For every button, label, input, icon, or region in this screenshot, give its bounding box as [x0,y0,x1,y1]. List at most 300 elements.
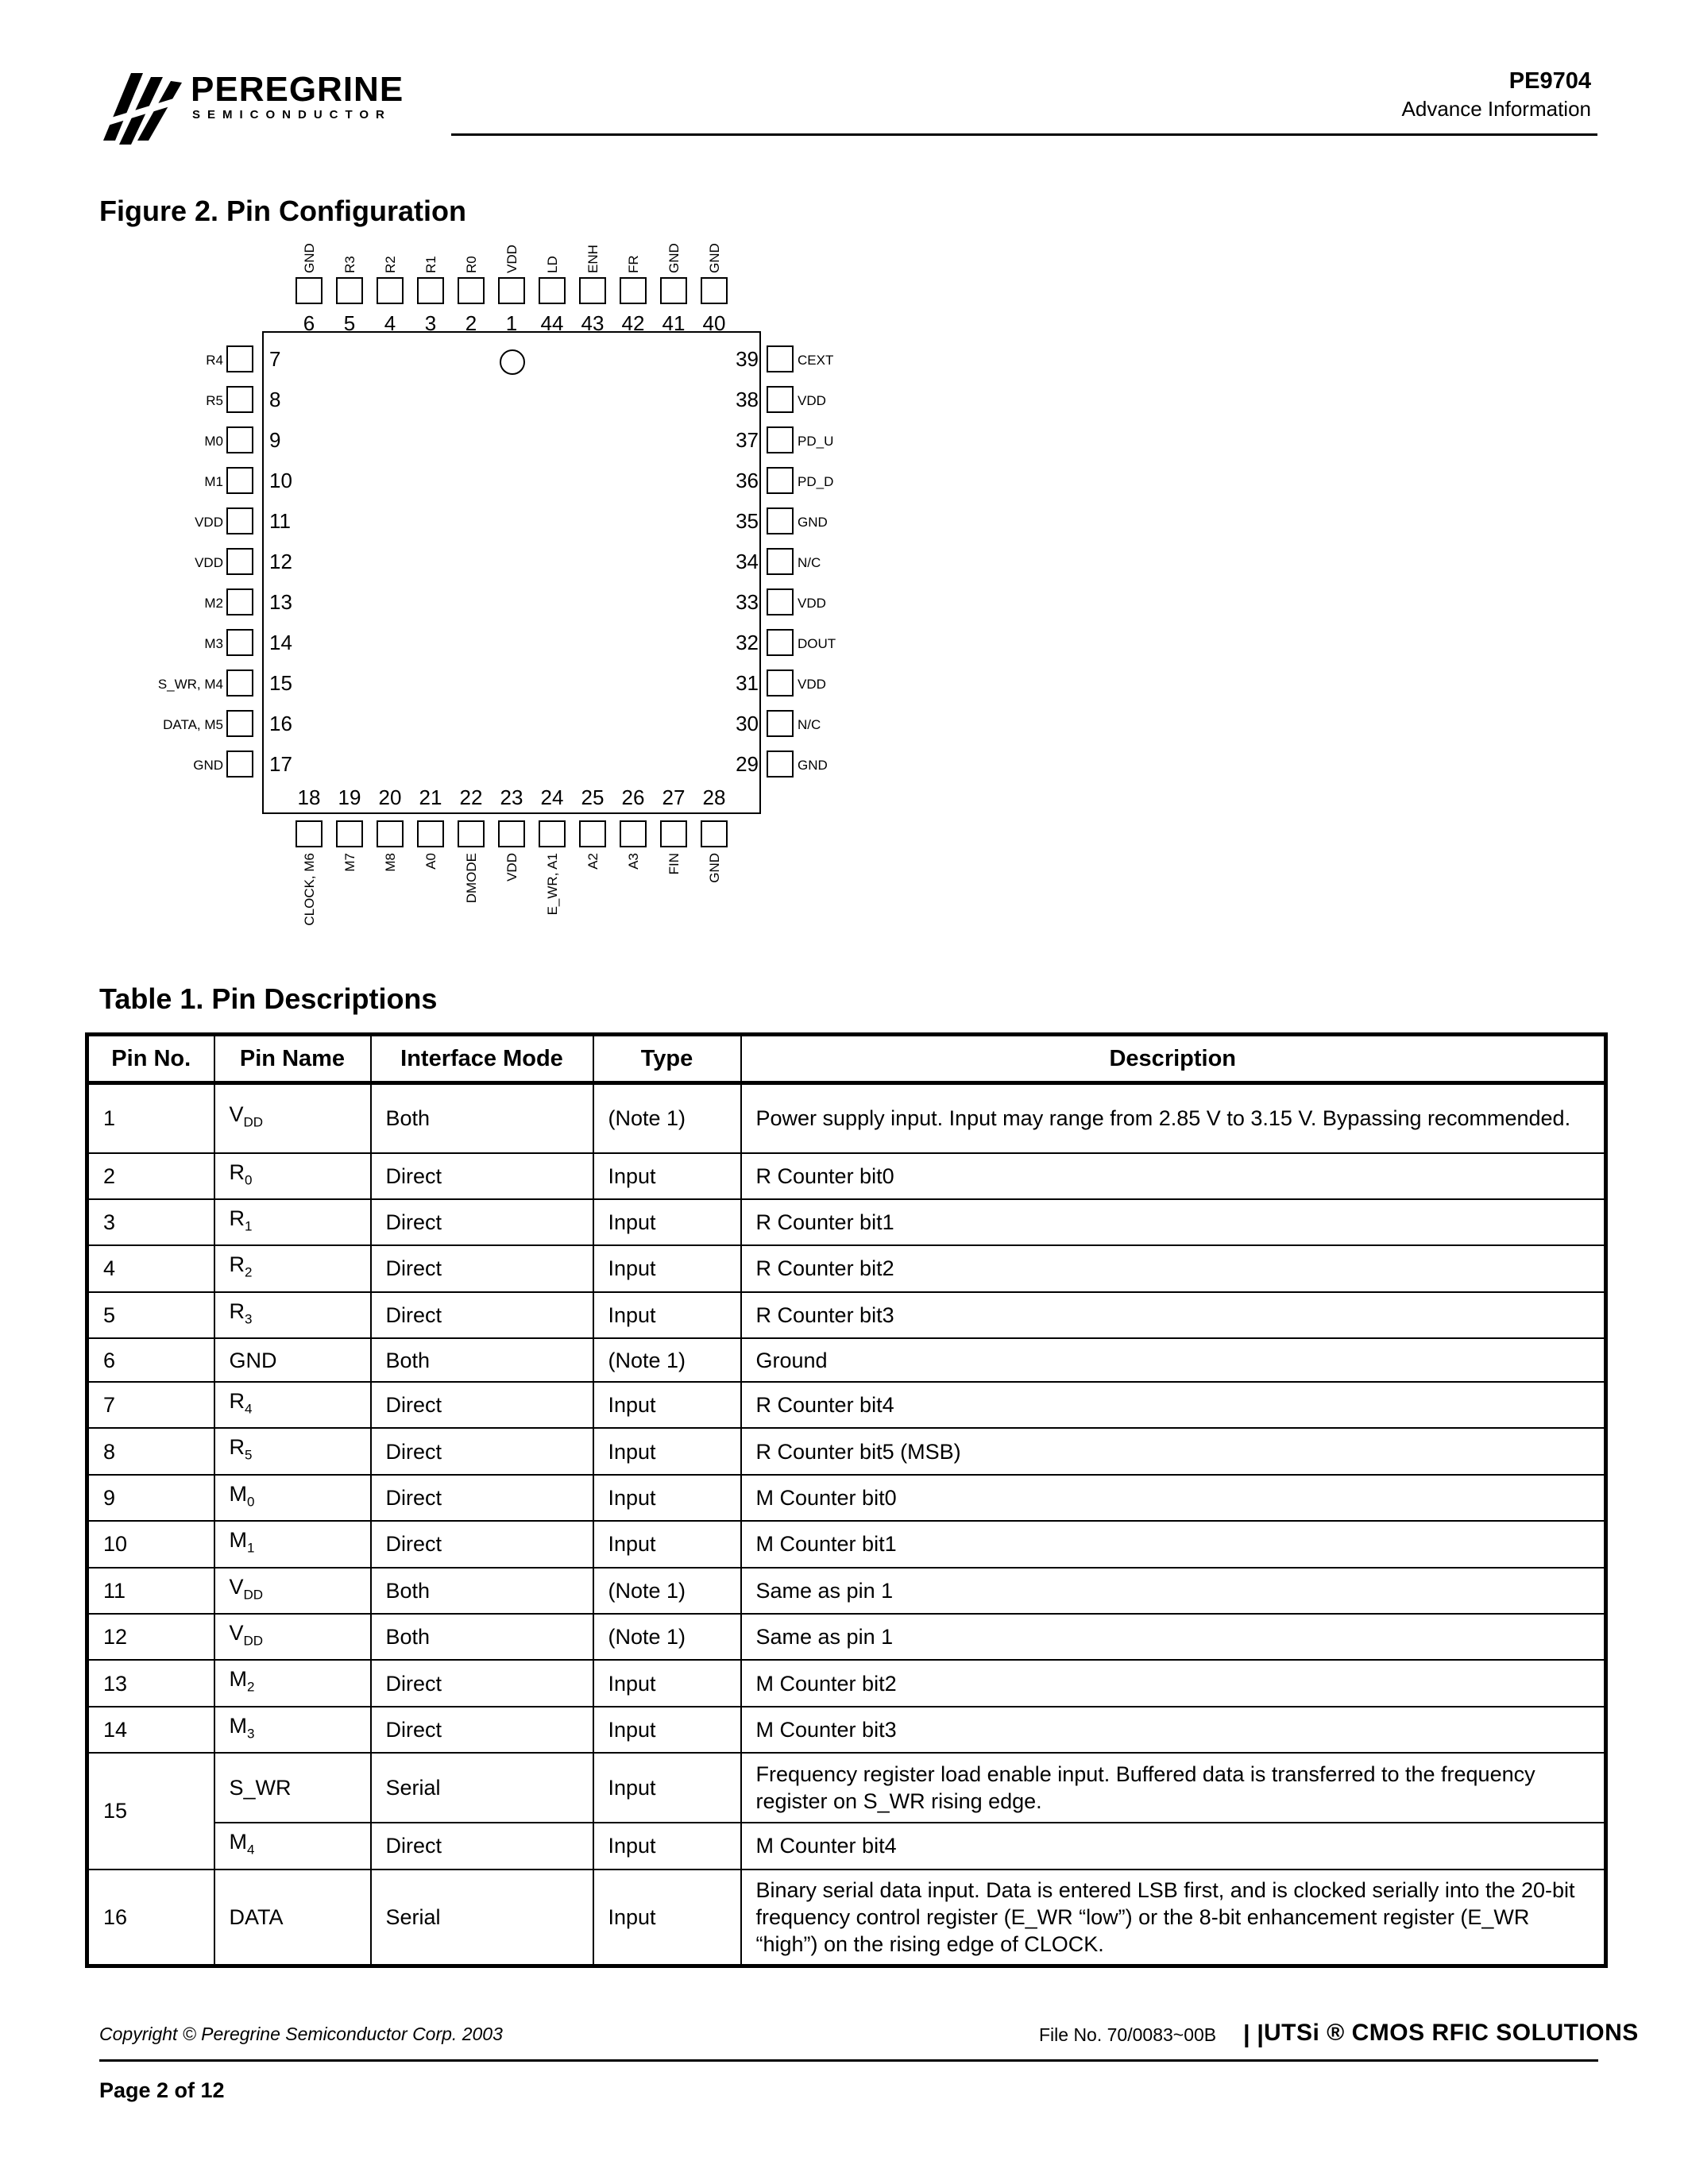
pin-pad [539,821,565,847]
description-cell-text: M Counter bit4 [755,1834,897,1858]
pin-label: GND [707,243,722,273]
pin-name-cell-text: R [229,1252,245,1277]
pin-number: 36 [736,469,759,492]
description-cell [741,1382,1606,1428]
description-cell [741,1707,1606,1753]
pin-number: 31 [736,671,759,695]
pin-pad [337,821,362,847]
table-row [87,1870,1606,1966]
interface-mode-cell [371,1428,593,1474]
interface-mode-cell [371,1153,593,1199]
pin-pad [767,670,793,696]
pin-number: 34 [736,550,759,573]
interface-mode-cell [371,1568,593,1614]
pin-pad [767,508,793,534]
type-cell [593,1245,741,1291]
interface-mode-cell [371,1475,593,1521]
type-cell-text: Input [608,1210,656,1235]
description-cell [741,1245,1606,1291]
pin-number: 27 [662,785,686,809]
pin-name-cell-text: R [229,1206,245,1230]
pin-label: FIN [666,853,682,875]
pin-label: R2 [383,256,398,273]
pin-name-cell [214,1153,371,1199]
pin-name-cell-subscript: 4 [245,1401,253,1417]
pin-label: VDD [798,596,826,611]
pin-pad [620,278,646,303]
pin-name-cell-subscript: DD [243,1114,264,1130]
interface-mode-cell [371,1199,593,1245]
brand-subtitle: SEMICONDUCTOR [192,108,392,122]
copyright: Copyright © Peregrine Semiconductor Corp. 2003 [99,2024,503,2044]
description-cell-text: M Counter bit1 [755,1532,897,1557]
pin-name-cell [214,1660,371,1706]
footer-rule [99,2059,1598,2062]
pin-number: 24 [540,785,564,809]
pin-label: R1 [423,256,438,273]
pin-number: 9 [269,428,281,452]
description-cell-text: Same as pin 1 [755,1578,894,1603]
pin-pad [227,508,253,534]
pin-label: GND [302,243,317,273]
pin-label: VDD [195,515,223,530]
pin-pad [337,278,362,303]
table-row [87,1568,1606,1614]
pin-number-cell-text: 2 [103,1163,116,1188]
pin-name-cell-text: M [229,1481,247,1506]
interface-mode-cell-text: Direct [385,1671,442,1696]
footer-separator: | | [1243,2020,1264,2047]
interface-mode-cell-text: Direct [385,1393,442,1418]
col-header-pin-no: Pin No. [87,1035,214,1083]
pin-label: M7 [342,853,357,872]
pin-label: R0 [464,256,479,273]
col-header-interface-mode: Interface Mode [371,1035,593,1083]
pin-number: 43 [581,311,605,335]
pin-number: 29 [736,752,759,776]
pin-number-cell-text: 4 [103,1256,116,1281]
description-cell-text: Binary serial data input. Data is entered LSB first, and is clocked serially into the 20-bit frequency control register (E_WR “low”) or the 8-bit enhancement register (E_WR “high”) on the rising edge of CLOCK. [755,1877,1575,1956]
pin-pad [767,346,793,372]
pin-number-cell [87,1475,214,1521]
interface-mode-cell-text: Direct [385,1210,442,1235]
interface-mode-cell-text: Direct [385,1486,442,1511]
pin-pad [767,387,793,412]
pin-number-cell [87,1245,214,1291]
figure-title: Figure 2. Pin Configuration [99,195,466,227]
table-title: Table 1. Pin Descriptions [99,982,438,1015]
type-cell [593,1382,741,1428]
description-cell [741,1870,1606,1966]
type-cell-text: Input [608,1776,656,1800]
pin-name-cell-text: V [229,1621,244,1646]
pin-number: 41 [662,311,686,335]
pin-name-cell-text: V [229,1102,244,1127]
pin-name-cell-text: V [229,1574,244,1599]
page-number: Page 2 of 12 [99,2078,225,2102]
type-cell [593,1199,741,1245]
pin-number: 30 [736,712,759,735]
interface-mode-cell [371,1823,593,1869]
pin-number: 32 [736,631,759,654]
pin-number-cell-text: 3 [103,1210,116,1235]
pin-number: 33 [736,590,759,614]
pin-number-cell [87,1568,214,1614]
footer-tagline: UTSi ® CMOS RFIC SOLUTIONS [1264,2020,1639,2046]
pin-number-cell [87,1199,214,1245]
table-row [87,1521,1606,1567]
type-cell-text: (Note 1) [608,1578,686,1603]
interface-mode-cell-text: Both [385,1625,431,1650]
pin-label: A3 [626,853,641,870]
description-cell [741,1338,1606,1382]
pin-name-cell-subscript: DD [243,1633,264,1649]
interface-mode-cell [371,1382,593,1428]
pin-number: 1 [505,311,518,335]
pin-name-cell-text: R [229,1435,245,1460]
pin-pad [499,821,524,847]
pin-label: N/C [798,555,821,570]
pin-pad [767,711,793,736]
pin-label: M1 [204,474,223,489]
description-cell [741,1292,1606,1338]
pin-number-cell [87,1083,214,1153]
pin-name-cell [214,1338,371,1382]
pin-number-cell-text: 14 [103,1717,128,1742]
pin-pad [377,821,403,847]
description-cell [741,1568,1606,1614]
pin-number-cell [87,1153,214,1199]
description-cell [741,1823,1606,1869]
pin-label: R4 [206,353,223,368]
pin-label: LD [545,256,560,273]
pin-number: 22 [459,785,483,809]
pin-label: A2 [585,853,601,870]
interface-mode-cell-text: Direct [385,1439,442,1464]
interface-mode-cell-text: Serial [385,1904,441,1929]
table-header-row [87,1035,1606,1083]
pin-number-cell [87,1521,214,1567]
description-cell [741,1753,1606,1823]
pin-number: 8 [269,388,281,411]
pin-label: S_WR, M4 [157,677,223,692]
pin-number: 18 [297,785,321,809]
pin-name-cell-subscript: 2 [245,1264,253,1280]
table-row [87,1153,1606,1199]
type-cell [593,1153,741,1199]
col-header-pin-name: Pin Name [214,1035,371,1083]
file-number: File No. 70/0083~00B [1039,2024,1217,2045]
pin-name-cell-text: S_WR [229,1776,292,1800]
pin-number-cell-text: 8 [103,1439,116,1464]
pin-number: 23 [500,785,523,809]
brand-name: PEREGRINE [191,70,404,109]
pin-name-cell-subscript: 0 [247,1494,255,1510]
pin-name-cell-subscript: DD [243,1587,264,1603]
col-header-type: Type [593,1035,741,1083]
pin-configuration-diagram [0,0,874,953]
description-cell-text: M Counter bit3 [755,1717,897,1742]
pin-number: 44 [540,311,564,335]
pin-number: 6 [303,311,315,335]
description-cell-text: R Counter bit0 [755,1163,894,1188]
pin-number: 17 [269,752,292,776]
pin-label: M3 [204,636,223,651]
type-cell-text: Input [608,1717,656,1742]
type-cell [593,1475,741,1521]
pin-number: 38 [736,388,759,411]
interface-mode-cell [371,1083,593,1153]
interface-mode-cell [371,1707,593,1753]
pin-name-cell-subscript: 1 [245,1218,253,1234]
pin-name-cell-text: R [229,1298,245,1323]
pin-pad [580,278,605,303]
pin-pad [296,278,322,303]
description-cell [741,1475,1606,1521]
description-cell-text: R Counter bit5 (MSB) [755,1439,961,1464]
pin-pad [767,630,793,655]
table-row [87,1245,1606,1291]
table-row [87,1083,1606,1153]
type-cell-text: Input [608,1256,656,1281]
table-row [87,1823,1606,1869]
pin-pad [227,589,253,615]
pin-descriptions-table [85,1032,1608,1968]
pin-name-cell-subscript: 4 [247,1842,255,1858]
type-cell [593,1823,741,1869]
pin-name-cell-subscript: 3 [245,1311,253,1327]
pin-label: GND [193,758,223,773]
pin-label: CEXT [798,353,834,368]
description-cell [741,1199,1606,1245]
pin-pad [458,278,484,303]
pin-number: 25 [581,785,605,809]
pin-label: R5 [206,393,223,408]
type-cell [593,1660,741,1706]
pin-label: GND [707,853,722,883]
pin-pad [767,468,793,493]
pin-number: 7 [269,347,281,371]
pin-pad [227,387,253,412]
pin-pad [227,670,253,696]
pin-name-cell-subscript: 1 [247,1540,255,1556]
chip-body [263,332,760,813]
description-cell-text: R Counter bit4 [755,1393,894,1418]
interface-mode-cell [371,1753,593,1823]
pin-number-cell-text: 11 [103,1578,126,1603]
pin-name-cell [214,1382,371,1428]
type-cell-text: Input [608,1163,656,1188]
type-cell-text: Input [608,1671,656,1696]
pin-name-cell [214,1823,371,1869]
description-cell-text: Same as pin 1 [755,1625,894,1650]
pin-label: VDD [195,555,223,570]
pin-pad [227,468,253,493]
pin-number: 15 [269,671,292,695]
interface-mode-cell-text: Serial [385,1776,441,1800]
table-row [87,1753,1606,1823]
pin-number-cell [87,1382,214,1428]
pin-pad [227,549,253,574]
pin-label: E_WR, A1 [545,853,560,916]
type-cell-text: (Note 1) [608,1348,686,1372]
pin-name-cell-text: R [229,1389,245,1414]
pin-label: GND [666,243,682,273]
pin-number-cell-text: 16 [103,1904,128,1929]
pin1-marker [500,350,524,374]
pin-number: 16 [269,712,292,735]
pin-number-cell [87,1614,214,1660]
pin-label: DMODE [464,853,479,904]
type-cell [593,1338,741,1382]
pin-pad [227,711,253,736]
interface-mode-cell-text: Direct [385,1532,442,1557]
description-cell-text: M Counter bit0 [755,1486,897,1511]
pin-number: 20 [378,785,402,809]
pin-name-cell-text: DATA [229,1904,284,1929]
pin-label: GND [798,515,828,530]
pin-pad [767,427,793,453]
type-cell [593,1083,741,1153]
col-header-description: Description [741,1035,1606,1083]
description-cell [741,1614,1606,1660]
description-cell-text: R Counter bit3 [755,1302,894,1327]
pin-number-cell-text: 1 [103,1106,116,1131]
pin-pad [767,549,793,574]
pin-number: 2 [465,311,477,335]
pin-pad [661,821,686,847]
pin-number: 10 [269,469,292,492]
pin-pad [499,278,524,303]
pin-pad [377,278,403,303]
interface-mode-cell [371,1292,593,1338]
pin-name-cell-text: M [229,1713,247,1738]
pin-number: 12 [269,550,292,573]
pin-label: ENH [585,245,601,273]
pin-pad [580,821,605,847]
pin-number-cell [87,1428,214,1474]
pin-number: 5 [343,311,356,335]
pin-number-cell [87,1707,214,1753]
pin-name-cell [214,1521,371,1567]
pin-name-cell [214,1614,371,1660]
pin-number: 13 [269,590,292,614]
pin-number: 35 [736,509,759,533]
pin-name-cell [214,1199,371,1245]
pin-pad [701,821,727,847]
document-id: PE9704 [1508,68,1591,94]
pin-number: 14 [269,631,292,654]
pin-pad [620,821,646,847]
pin-number: 42 [621,311,645,335]
pin-pad [767,751,793,777]
type-cell-text: Input [608,1532,656,1557]
type-cell-text: (Note 1) [608,1106,686,1131]
pin-number-cell-text: 15 [103,1799,128,1823]
pin-pad [227,427,253,453]
pin-label: DATA, M5 [163,717,223,732]
pin-label: M8 [383,853,398,872]
pin-label: R3 [342,256,357,273]
table-row [87,1707,1606,1753]
pin-pad [418,278,443,303]
table-row [87,1382,1606,1428]
pin-name-cell-subscript: 2 [247,1679,255,1695]
interface-mode-cell-text: Direct [385,1163,442,1188]
pin-number: 3 [424,311,437,335]
interface-mode-cell-text: Both [385,1578,431,1603]
pin-number-cell [87,1292,214,1338]
interface-mode-cell [371,1614,593,1660]
type-cell-text: Input [608,1834,656,1858]
pin-label: CLOCK, M6 [302,853,317,926]
table-row [87,1475,1606,1521]
pin-pad [661,278,686,303]
pin-number: 40 [702,311,726,335]
type-cell [593,1707,741,1753]
pin-number-cell [87,1338,214,1382]
description-cell [741,1660,1606,1706]
interface-mode-cell-text: Direct [385,1717,442,1742]
pin-number: 28 [702,785,726,809]
pin-label: VDD [504,853,520,882]
type-cell-text: Input [608,1393,656,1418]
pin-pad [458,821,484,847]
interface-mode-cell [371,1338,593,1382]
type-cell-text: Input [608,1439,656,1464]
pin-number-cell-text: 9 [103,1486,116,1511]
pin-name-cell-text: M [229,1830,247,1854]
pin-label: PD_D [798,474,834,489]
pin-label: VDD [798,393,826,408]
document-status: Advance Information [1401,97,1591,121]
pin-label: M2 [204,596,223,611]
pin-number-cell [87,1660,214,1706]
pin-number: 21 [419,785,442,809]
description-cell-text: Frequency register load enable input. Buffered data is transferred to the frequency register on S_WR rising edge. [755,1762,1535,1814]
pin-name-cell-text: R [229,1160,245,1184]
pin-number-cell [87,1870,214,1966]
pin-label: N/C [798,717,821,732]
pin-number-cell-text: 6 [103,1348,116,1372]
pin-pad [539,278,565,303]
pin-pad [227,630,253,655]
pin-label: GND [798,758,828,773]
type-cell [593,1521,741,1567]
type-cell [593,1753,741,1823]
pin-name-cell [214,1870,371,1966]
interface-mode-cell-text: Direct [385,1834,442,1858]
interface-mode-cell [371,1245,593,1291]
description-cell-text: R Counter bit1 [755,1210,894,1235]
interface-mode-cell-text: Both [385,1348,431,1372]
pin-name-cell-text: M [229,1667,247,1692]
pin-number-cell-text: 10 [103,1532,128,1557]
pin-pad [418,821,443,847]
pin-name-cell-subscript: 3 [247,1726,255,1742]
description-cell [741,1153,1606,1199]
pin-label: VDD [504,245,520,273]
pin-number: 4 [384,311,396,335]
pin-name-cell-text: GND [229,1348,277,1372]
type-cell-text: Input [608,1302,656,1327]
interface-mode-cell [371,1521,593,1567]
pin-pad [296,821,322,847]
pin-pad [227,346,253,372]
description-cell [741,1428,1606,1474]
interface-mode-cell [371,1870,593,1966]
type-cell [593,1568,741,1614]
